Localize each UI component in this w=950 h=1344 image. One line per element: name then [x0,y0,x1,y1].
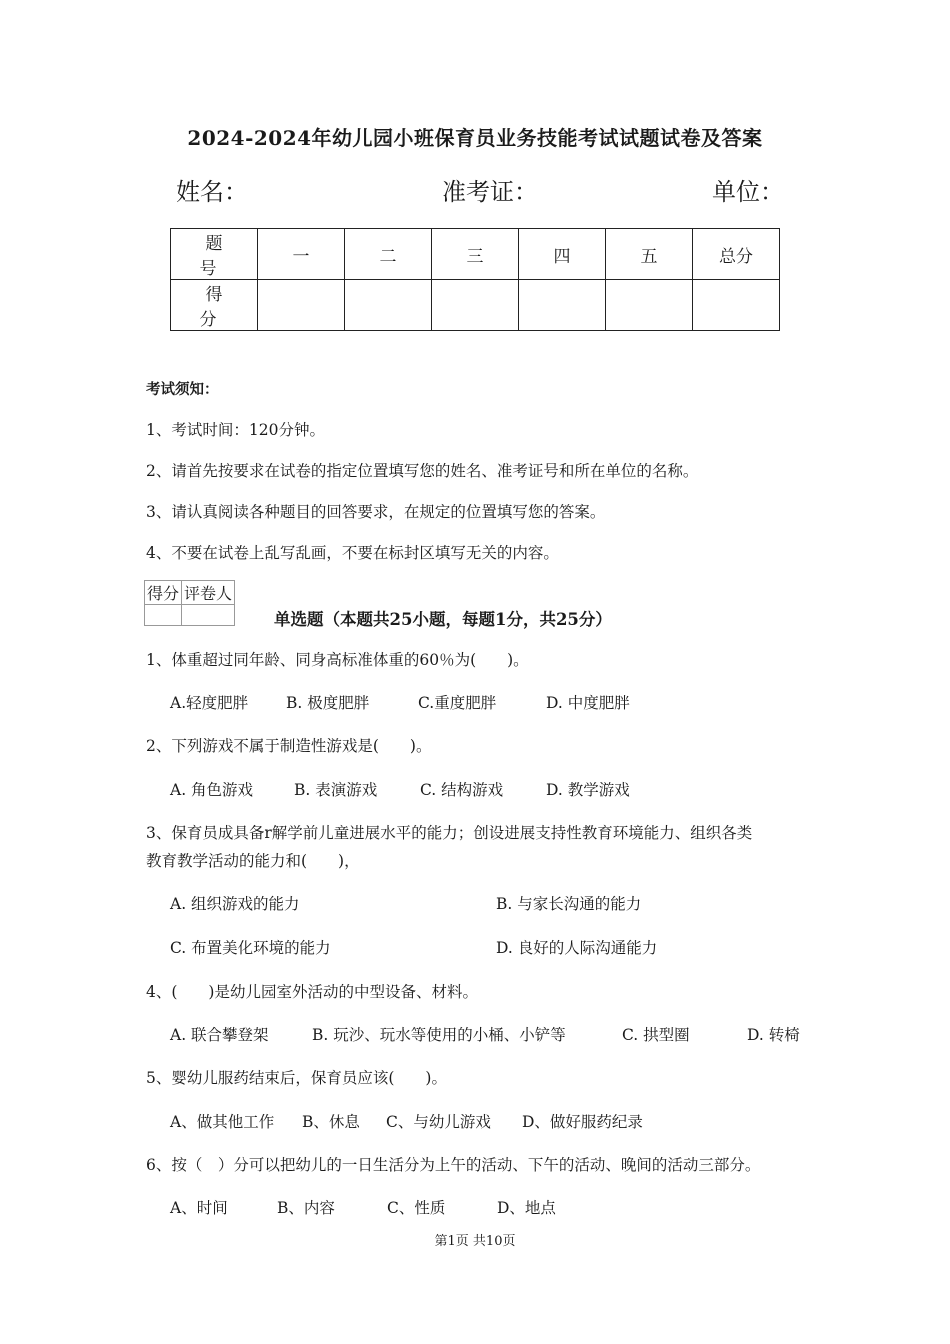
score-table-header-row [171,229,780,280]
question-option: D. 转椅 [747,1026,800,1044]
question-stem: 5、婴幼儿服药结束后，保育员应该( )。 [146,1069,447,1087]
question-option: D、地点 [497,1199,556,1217]
question-stem: 4、( )是幼儿园室外活动的中型设备、材料。 [146,983,478,1001]
question-option: A、时间 [170,1199,228,1217]
score-table-score-row [171,280,780,331]
score-cell[interactable] [258,280,345,331]
score-table-header-label: 题 号 [171,229,258,280]
question-option: B、内容 [277,1199,335,1217]
question-option: A. 联合攀登架 [170,1026,269,1044]
score-table-column: 二 [345,229,432,280]
page-title: 2024-2024年幼儿园小班保育员业务技能考试试题试卷及答案 [187,126,763,150]
notice-item: 2、请首先按要求在试卷的指定位置填写您的姓名、准考证号和所在单位的名称。 [146,462,699,480]
grader-box-score-cell[interactable] [145,605,182,626]
question-option: C.重度肥胖 [418,694,497,712]
page-footer: 第1页 共10页 [434,1234,516,1249]
question-option: C. 布置美化环境的能力 [170,939,331,957]
grader-box-score-label: 得分 [145,581,182,605]
question-option: A.轻度肥胖 [170,694,249,712]
question-option: A、做其他工作 [170,1113,275,1131]
question-option: D. 教学游戏 [546,781,630,799]
question-option: D. 良好的人际沟通能力 [496,939,658,957]
score-table-score-label: 得 分 [171,280,258,331]
question-option: C. 拱型圈 [622,1026,690,1044]
notice-item: 3、请认真阅读各种题目的回答要求，在规定的位置填写您的答案。 [146,503,606,521]
score-cell[interactable] [693,280,780,331]
score-table-column: 一 [258,229,345,280]
question-stem: 1、体重超过同年龄、同身高标准体重的60％为( )。 [146,651,529,669]
score-cell[interactable] [432,280,519,331]
score-cell[interactable] [345,280,432,331]
unit-field-label: 单位： [712,178,784,206]
score-table-column: 总分 [693,229,780,280]
grader-box-grader-cell[interactable] [182,605,235,626]
question-option: D. 中度肥胖 [546,694,630,712]
question-option: A. 组织游戏的能力 [170,895,300,913]
score-table-column: 五 [606,229,693,280]
ticket-field-label: 准考证： [442,178,538,206]
question-option: C、性质 [387,1199,446,1217]
question-option: B. 极度肥胖 [286,694,370,712]
notice-heading: 考试须知： [146,381,219,398]
question-option: C、与幼儿游戏 [386,1113,491,1131]
question-option: C. 结构游戏 [420,781,504,799]
notice-item: 4、不要在试卷上乱写乱画，不要在标封区填写无关的内容。 [146,544,559,562]
question-option: B. 与家长沟通的能力 [496,895,642,913]
question-option: B. 玩沙、玩水等使用的小桶、小铲等 [312,1026,566,1044]
notice-item: 1、考试时间：120分钟。 [146,421,325,439]
score-cell[interactable] [519,280,606,331]
question-stem: 6、按（ ）分可以把幼儿的一日生活分为上午的活动、下午的活动、晚间的活动三部分。 [146,1156,761,1174]
question-option: D、做好服药纪录 [522,1113,643,1131]
question-option: B. 表演游戏 [294,781,378,799]
section-heading: 单选题（本题共25小题，每题1分，共25分） [274,610,612,629]
question-option: B、休息 [302,1113,360,1131]
question-stem: 2、下列游戏不属于制造性游戏是( )。 [146,737,432,755]
grader-box-grader-label: 评卷人 [182,581,235,605]
score-cell[interactable] [606,280,693,331]
score-table-column: 四 [519,229,606,280]
question-stem: 3、保育员成具备r解学前儿童进展水平的能力；创设进展支持性教育环境能力、组织各类 [146,824,753,842]
question-option: A. 角色游戏 [170,781,254,799]
grader-box [144,580,235,626]
score-table-column: 三 [432,229,519,280]
score-table [170,228,780,331]
name-field-label: 姓名： [176,178,248,206]
question-stem-continued: 教育教学活动的能力和( )， [146,852,360,870]
